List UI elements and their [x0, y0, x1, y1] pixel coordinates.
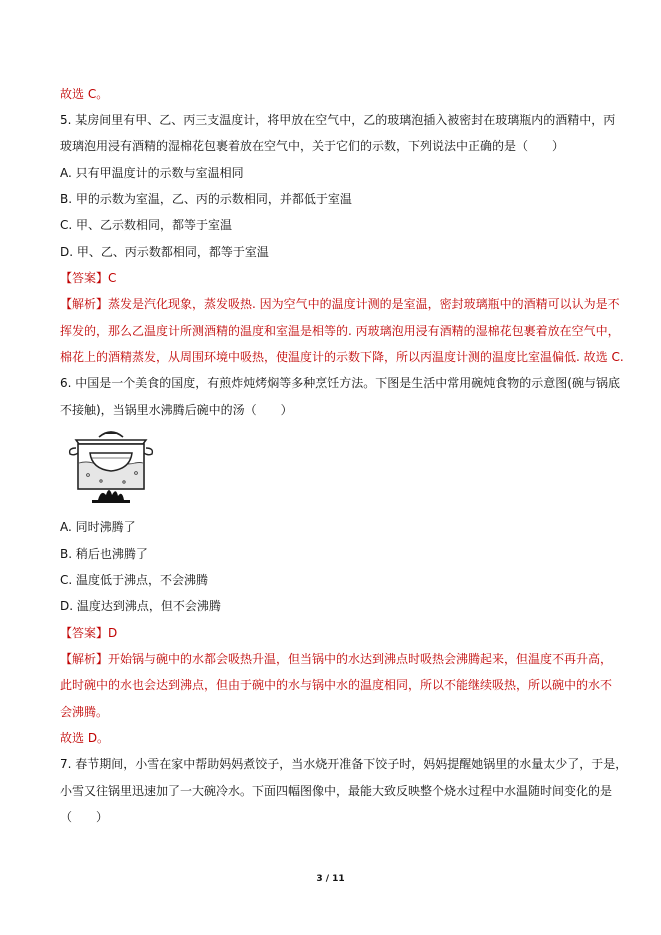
q5-option-b: B. 甲的示数为室温，乙、丙的示数相同，并都低于室温: [60, 192, 352, 206]
q6-explanation-1: 【解析】开始锅与碗中的水都会吸热升温，但当锅中的水达到沸点时吸热会沸腾起来，但温度不再升高，: [60, 652, 613, 666]
q7-stem-line-2: 小雪又往锅里迅速加了一大碗冷水。下面四幅图像中，最能大致反映整个烧水过程中水温随时间变化的是: [60, 784, 613, 798]
q6-option-b: B. 稍后也沸腾了: [60, 547, 148, 561]
prev-conclusion: 故选 C。: [60, 87, 109, 101]
q5-stem-line-1: 5. 某房间里有甲、乙、丙三支温度计，将甲放在空气中，乙的玻璃泡插入被密封在玻璃瓶内的酒精中，丙: [60, 113, 616, 127]
q5-explanation-2: 挥发的，那么乙温度计所测酒精的温度和室温是相等的. 丙玻璃泡用浸有酒精的湿棉花包裹着放在空气中，: [60, 324, 620, 338]
pot-with-bowl-over-flame-icon: [66, 425, 156, 507]
q6-explanation-3: 会沸腾。: [60, 705, 109, 719]
q6-explanation-2: 此时碗中的水也会达到沸点，但由于碗中的水与锅中水的温度相同，所以不能继续吸热，所以碗中的水不: [60, 678, 613, 692]
q6-conclusion: 故选 D。: [60, 731, 110, 745]
q7-stem-line-3: （ ）: [60, 810, 109, 824]
q5-option-a: A. 只有甲温度计的示数与室温相同: [60, 166, 244, 180]
q5-explanation-3: 棉花上的酒精蒸发，从周围环境中吸热，使温度计的示数下降，所以丙温度计测的温度比室温偏低. 故选 C.: [60, 350, 624, 364]
q6-option-c: C. 温度低于沸点，不会沸腾: [60, 573, 209, 587]
q6-option-a: A. 同时沸腾了: [60, 520, 136, 534]
q5-option-d: D. 甲、乙、丙示数都相同，都等于室温: [60, 245, 269, 259]
q5-explanation-1: 【解析】蒸发是汽化现象，蒸发吸热. 因为空气中的温度计测的是室温，密封玻璃瓶中的酒精可以认为是不: [60, 297, 620, 311]
q5-option-c: C. 甲、乙示数相同，都等于室温: [60, 218, 233, 232]
q6-stem-line-1: 6. 中国是一个美食的国度，有煎炸炖烤焖等多种烹饪方法。下图是生活中常用碗炖食物的示意图(碗与锅底: [60, 376, 620, 390]
q6-option-d: D. 温度达到沸点，但不会沸腾: [60, 599, 221, 613]
q6-answer: 【答案】D: [60, 626, 118, 640]
q5-answer: 【答案】C: [60, 271, 117, 285]
q7-stem-line-1: 7. 春节期间，小雪在家中帮助妈妈煮饺子，当水烧开准备下饺子时，妈妈提醒她锅里的水量太少了，于是，: [60, 757, 628, 771]
q6-stem-line-2: 不接触)，当锅里水沸腾后碗中的汤（ ）: [60, 403, 293, 417]
q5-stem-line-2: 玻璃泡用浸有酒精的湿棉花包裹着放在空气中，关于它们的示数，下列说法中正确的是（ ）: [60, 139, 565, 153]
page-number: 3 / 11: [316, 874, 345, 884]
